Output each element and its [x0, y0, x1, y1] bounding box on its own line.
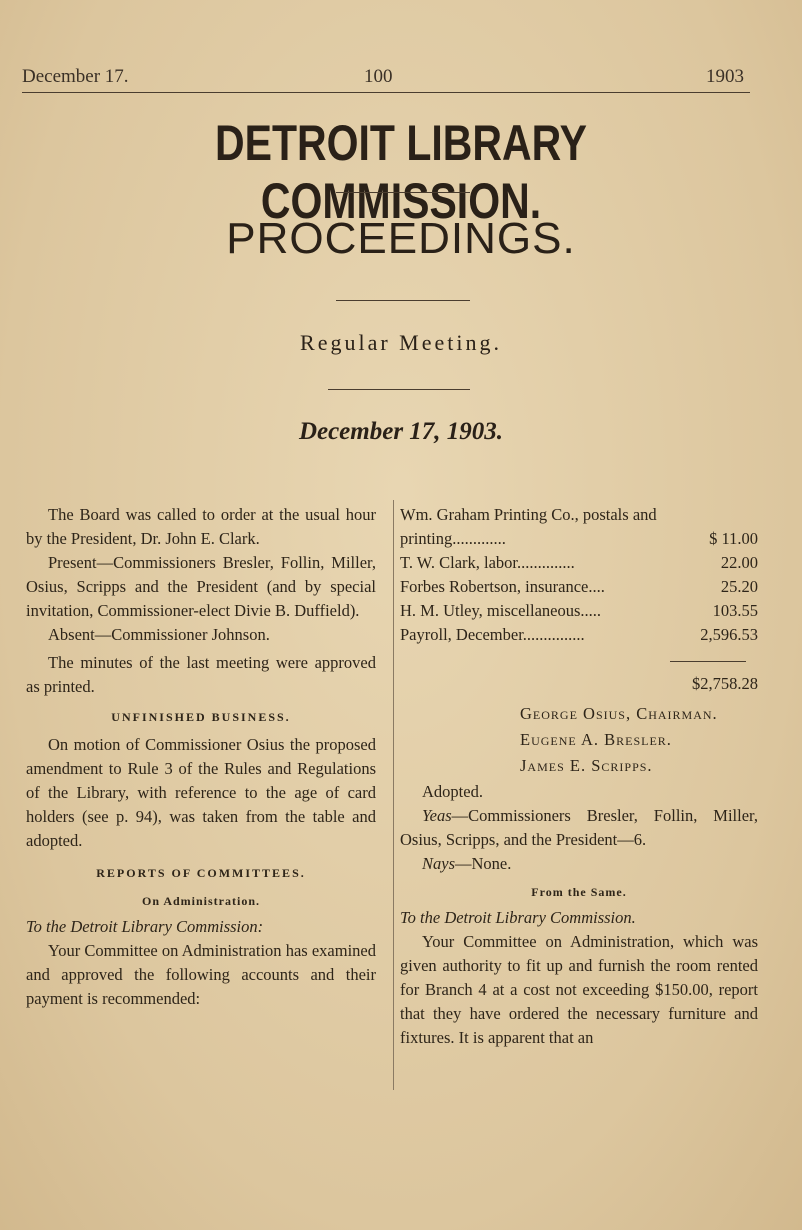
signature-line: George Osius, Chairman. [520, 704, 718, 723]
account-dots: .............. [517, 553, 575, 572]
right-column [400, 503, 758, 1050]
signatures [400, 702, 758, 778]
attendance-absent: Absent—Commissioner Johnson. [48, 625, 270, 644]
account-dots: ............. [452, 529, 506, 548]
running-header [0, 66, 802, 90]
account-name: H. M. Utley, miscellaneous [400, 601, 581, 620]
nays-vote [400, 852, 758, 876]
page-title: DETROIT LIBRARY COMMISSION. [214, 115, 588, 229]
motion-paragraph: On motion of Commissioner Osius the proposed amendment to Rule 3 of the Rules and Regulations of the Library, with reference to the age of card holders (see p. 94), was taken from the table and adopted. [26, 735, 376, 850]
account-row [400, 551, 758, 575]
yeas-vote [400, 804, 758, 852]
meeting-date: December 17, 1903. [298, 418, 504, 445]
signature-line: James E. Scripps. [520, 756, 653, 775]
account-name: Payroll, December [400, 625, 523, 644]
yeas-label: Yeas [422, 806, 452, 825]
attendance-present: Present—Commissioners Bresler, Follin, Miller, Osius, Scripps and the President (and by special invitation, Commissioner-elect Divie B. Duffield). [26, 553, 376, 620]
divider-rule [336, 192, 470, 193]
header-rule [22, 92, 750, 93]
committee-report: Your Committee on Administration, which was given authority to fit up and furnish the room rented for Branch 4 at a cost not exceeding $150.00, report that they have ordered the necessary furniture and fixtures. It is apparent that an [400, 932, 758, 1047]
account-amount: 22.00 [720, 553, 758, 572]
account-name: Wm. Graham Printing Co., postals and printing [400, 505, 657, 548]
left-column [26, 503, 376, 1011]
address-line: To the Detroit Library Commission: [26, 917, 264, 936]
section-heading-reports: REPORTS OF COMMITTEES. [96, 866, 306, 880]
section-heading-from-same: From the Same. [531, 885, 627, 899]
meeting-type: Regular Meeting. [300, 330, 502, 355]
section-heading-unfinished: UNFINISHED BUSINESS. [111, 710, 291, 724]
page-number: 100 [364, 66, 393, 87]
account-row [400, 623, 758, 647]
proceedings-heading: PROCEEDINGS. [226, 214, 576, 263]
header-date: December 17. [22, 66, 129, 87]
minutes-approved: The minutes of the last meeting were approved as printed. [26, 653, 376, 696]
nays-text: —None. [455, 854, 512, 873]
divider-rule [336, 300, 470, 301]
total-rule [670, 661, 746, 662]
nays-label: Nays [422, 854, 455, 873]
account-row [400, 575, 758, 599]
account-dots: ............... [522, 625, 585, 644]
account-amount: 25.20 [720, 577, 758, 596]
account-amount: $ 11.00 [709, 529, 758, 548]
signature-line: Eugene A. Bresler. [520, 730, 672, 749]
accounts-total: $2,758.28 [692, 674, 758, 693]
divider-rule [328, 389, 470, 390]
header-year: 1903 [706, 66, 744, 87]
subsection-heading: On Administration. [141, 894, 261, 908]
account-name: Forbes Robertson, insurance [400, 577, 589, 596]
account-amount: 2,596.53 [700, 625, 758, 644]
account-row [400, 503, 758, 551]
adopted-text: Adopted. [422, 782, 483, 801]
call-to-order: The Board was called to order at the usual hour by the President, Dr. John E. Clark. [26, 505, 376, 548]
account-row [400, 599, 758, 623]
account-dots: .... [588, 577, 605, 596]
account-amount: 103.55 [712, 601, 758, 620]
account-name: T. W. Clark, labor [400, 553, 518, 572]
accounts-list [400, 503, 758, 647]
account-dots: ..... [580, 601, 602, 620]
column-divider [393, 500, 394, 1090]
yeas-text: —Commissioners Bresler, Follin, Miller, Osius, Scripps, and the President—6. [400, 806, 758, 849]
committee-report: Your Committee on Administration has examined and approved the following accounts and their payment is recommended: [26, 941, 376, 1008]
address-line: To the Detroit Library Commission. [400, 908, 636, 927]
